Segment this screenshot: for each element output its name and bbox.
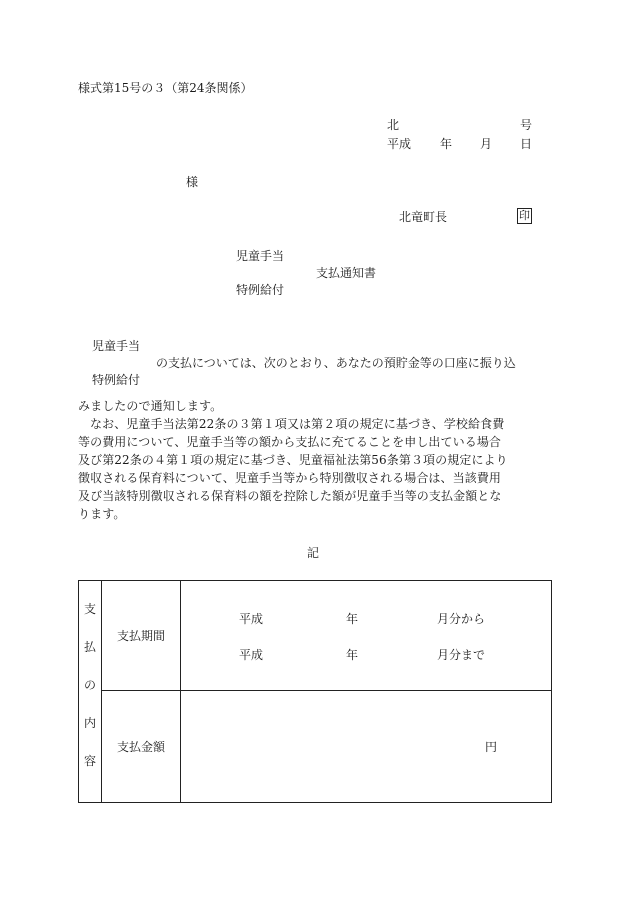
period-to-row (181, 636, 551, 672)
form-number: 様式第15号の３（第24条関係） (78, 81, 253, 95)
period-to-rest: 月分まで (437, 647, 486, 662)
body-line-continued: みましたので通知します。 (78, 399, 223, 413)
side-label-char: 容 (83, 753, 96, 768)
amount-label-cell (102, 691, 181, 803)
document-number-prefix: 北 (387, 118, 400, 132)
body-stack-bottom: 特例給付 (92, 373, 141, 387)
date-month-unit: 月 (480, 137, 493, 151)
period-from-era: 平成 (239, 611, 264, 626)
paragraph2-line: ります。 (78, 507, 126, 521)
body-stack-top: 児童手当 (92, 339, 141, 353)
period-label-cell (102, 581, 181, 691)
title-line-3: 特例給付 (236, 283, 285, 297)
amount-label: 支払金額 (116, 740, 165, 754)
title-line-1: 児童手当 (236, 249, 285, 263)
side-label (79, 581, 102, 803)
date-year-unit: 年 (440, 137, 453, 151)
amount-value-cell (181, 691, 552, 803)
period-from-row (181, 600, 551, 636)
paragraph2-line: なお、児童手当法第22条の３第１項又は第２項の規定に基づき、学校給食費 (90, 417, 505, 431)
paragraph2-line: 及び第22条の４第１項の規定に基づき、児童福祉法第56条第３項の規定により (78, 453, 508, 467)
side-label-char: の (83, 677, 96, 692)
seal-box: 印 (519, 209, 530, 222)
ki-heading: 記 (307, 546, 320, 560)
period-from-rest: 月分から (437, 611, 486, 626)
side-label-char: 内 (83, 715, 96, 730)
body-sentence-1: の支払については、次のとおり、あなたの預貯金等の口座に振り込 (156, 356, 516, 370)
period-to-year: 年 (346, 647, 359, 662)
period-from-year: 年 (346, 611, 359, 626)
title-line-2: 支払通知書 (316, 266, 377, 280)
currency-unit: 円 (484, 740, 497, 754)
period-to-era: 平成 (239, 647, 264, 662)
issuer-name: 北竜町長 (399, 210, 448, 224)
date-era: 平成 (387, 137, 412, 151)
side-label-char: 払 (83, 639, 96, 654)
recipient-suffix: 様 (186, 175, 199, 189)
paragraph2-line: 及び当該特別徴収される保育料の額を控除した額が児童手当等の支払金額とな (78, 489, 502, 503)
date-day-unit: 日 (520, 137, 533, 151)
payment-table (78, 580, 552, 803)
seal-mark (517, 208, 532, 224)
period-value-cell (181, 581, 552, 691)
paragraph2-line: 徴収される保育料について、児童手当等から特別徴収される場合は、当該費用 (78, 471, 502, 485)
paragraph2-line: 等の費用について、児童手当等の額から支払に充てることを申し出ている場合 (78, 435, 502, 449)
document-number-suffix: 号 (520, 118, 533, 132)
side-label-char: 支 (83, 601, 96, 616)
period-label: 支払期間 (116, 629, 165, 643)
body-paragraph (78, 397, 552, 523)
